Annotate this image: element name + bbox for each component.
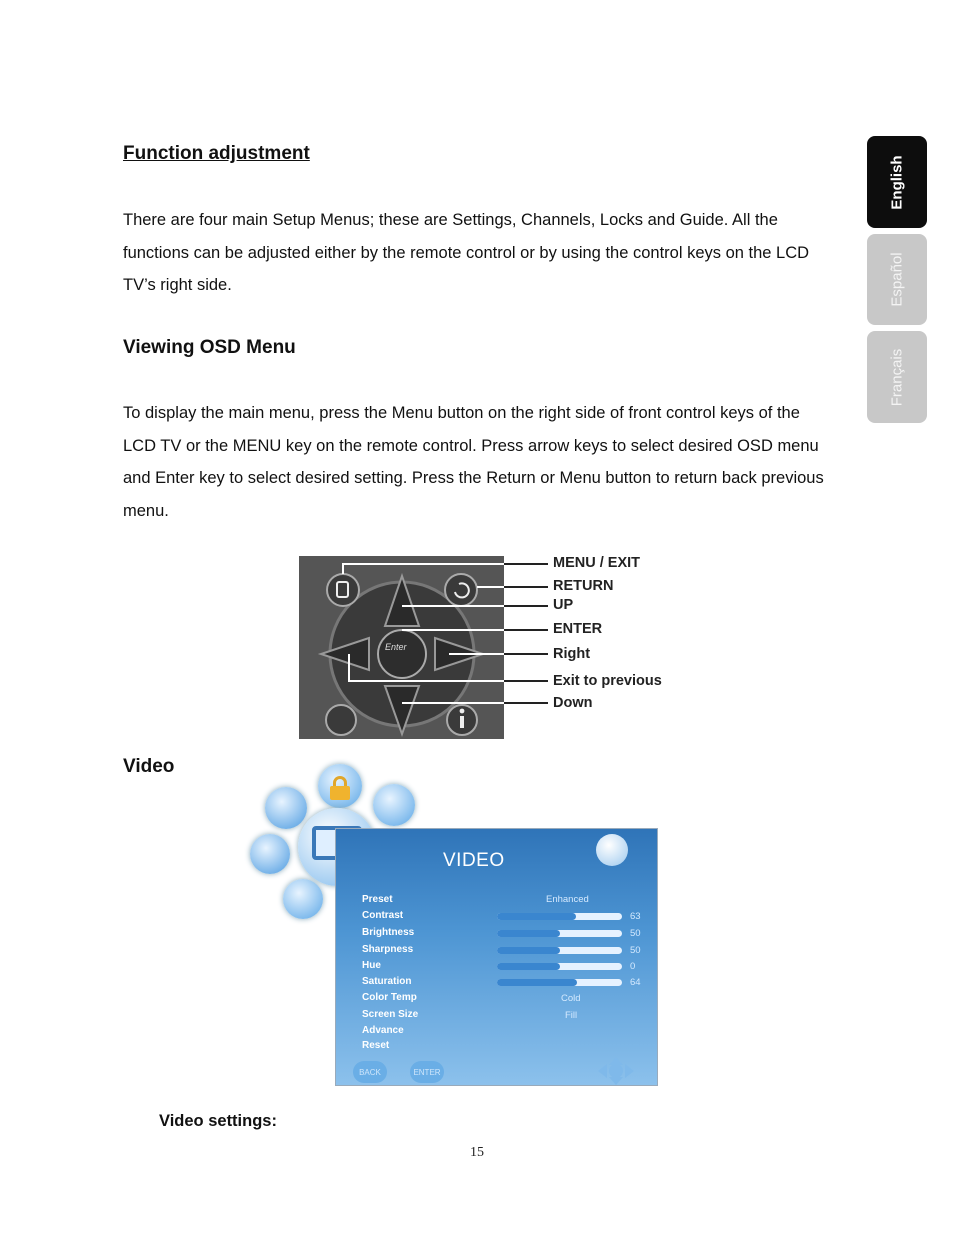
guide-key xyxy=(326,705,356,735)
return-key xyxy=(445,574,477,606)
osd-instructions-paragraph: To display the main menu, press the Menu button on the right side of front control keys of the LCD TV or the MENU key on the remote control. Press arrow keys to select desired OSD menu and Enter key to select desired setting. Press the Return or Menu button to return back previous menu. xyxy=(123,404,824,520)
tab-english-label: English xyxy=(888,154,906,210)
osd-value-screen-size: Fill xyxy=(565,1010,578,1021)
osd-item-contrast[interactable]: Contrast xyxy=(362,910,404,921)
osd-back-button[interactable]: BACK xyxy=(353,1061,387,1083)
osd-value-contrast: 63 xyxy=(630,911,641,922)
enter-key-text: Enter xyxy=(385,642,407,652)
osd-enter-button[interactable]: ENTER xyxy=(410,1061,444,1083)
label-menu-exit: MENU / EXIT xyxy=(553,555,641,571)
settings-menu-icon xyxy=(265,787,307,829)
remote-keys-photo xyxy=(299,556,504,739)
intro-paragraph: There are four main Setup Menus; these are Settings, Channels, Locks and Guide. All the functions can be adjusted either by the remote control or by using the control keys on the LCD TV’s right side. xyxy=(123,211,810,294)
function-adjustment-heading: Function adjustment xyxy=(123,143,310,164)
osd-value-brightness: 50 xyxy=(630,928,641,939)
tab-francais[interactable] xyxy=(867,331,927,423)
label-enter: ENTER xyxy=(553,621,603,637)
tab-english[interactable] xyxy=(867,136,927,228)
osd-item-saturation[interactable]: Saturation xyxy=(362,976,412,987)
osd-item-screen-size[interactable]: Screen Size xyxy=(362,1009,419,1020)
clock-menu-icon xyxy=(250,834,290,874)
osd-item-sharpness[interactable]: Sharpness xyxy=(362,944,414,955)
osd-value-color-temp: Cold xyxy=(561,993,581,1004)
osd-item-brightness[interactable]: Brightness xyxy=(362,927,415,938)
osd-item-preset[interactable]: Preset xyxy=(362,894,393,905)
label-right: Right xyxy=(553,646,591,662)
osd-value-hue: 0 xyxy=(630,961,636,972)
osd-value-sharpness: 50 xyxy=(630,945,641,956)
osd-navigation-arrows-icon xyxy=(586,1057,646,1085)
label-down: Down xyxy=(553,695,593,711)
tab-francais-label: Français xyxy=(888,348,906,406)
padlock-body xyxy=(330,786,350,800)
osd-item-reset[interactable]: Reset xyxy=(362,1040,390,1051)
osd-value-preset: Enhanced xyxy=(546,894,589,905)
saturation-slider[interactable] xyxy=(497,979,622,986)
label-return: RETURN xyxy=(553,578,614,594)
viewing-osd-heading: Viewing OSD Menu xyxy=(123,337,296,358)
page-number: 15 xyxy=(470,1145,484,1160)
menu-key xyxy=(327,574,359,606)
osd-value-saturation: 64 xyxy=(630,977,641,988)
hue-slider[interactable] xyxy=(497,963,622,970)
label-exit-previous: Exit to previous xyxy=(553,673,662,689)
label-up: UP xyxy=(553,597,574,613)
tab-espanol-label: Español xyxy=(888,252,906,307)
tab-espanol[interactable] xyxy=(867,234,927,325)
enter-key xyxy=(378,630,426,678)
video-heading: Video xyxy=(123,756,175,777)
audio-menu-icon xyxy=(283,879,323,919)
osd-item-advance[interactable]: Advance xyxy=(362,1025,404,1036)
brightness-slider[interactable] xyxy=(497,930,622,937)
contrast-slider[interactable] xyxy=(497,913,622,920)
callout-lines xyxy=(504,556,552,716)
osd-title: VIDEO xyxy=(443,850,505,871)
osd-item-color-temp[interactable]: Color Temp xyxy=(362,992,417,1003)
tools-menu-icon xyxy=(373,784,415,826)
video-settings-caption: Video settings: xyxy=(159,1112,277,1130)
osd-item-hue[interactable]: Hue xyxy=(362,960,381,971)
sharpness-slider[interactable] xyxy=(497,947,622,954)
decorative-bubble-icon xyxy=(596,834,628,866)
